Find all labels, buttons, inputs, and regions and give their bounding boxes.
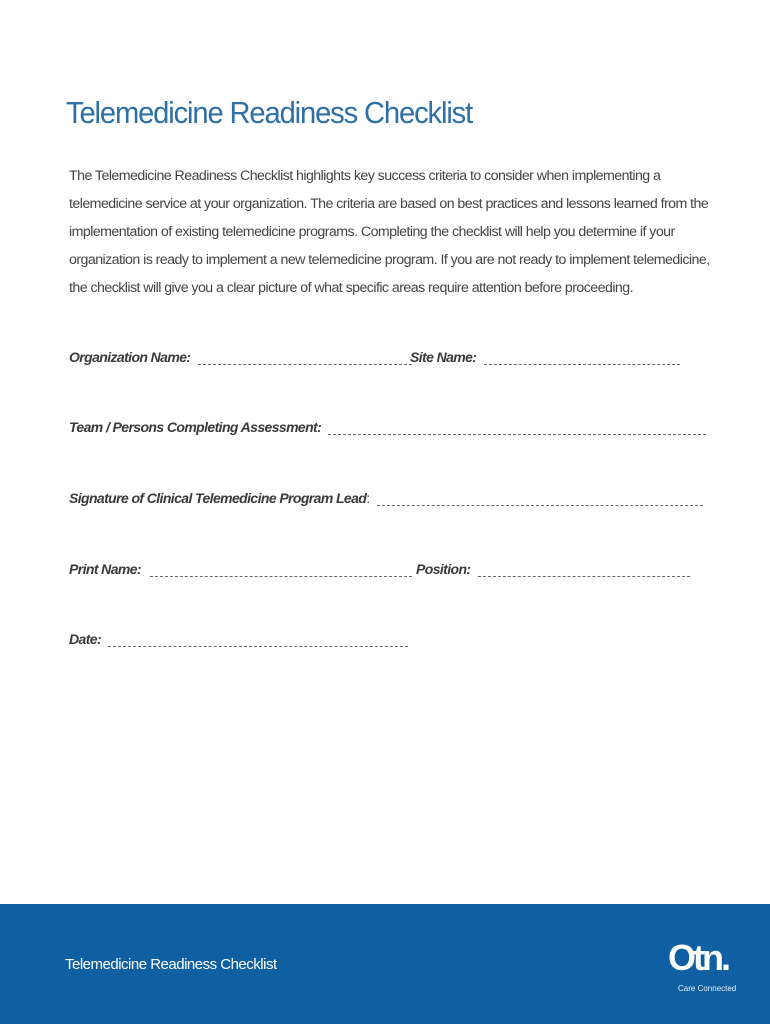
print-name-field[interactable] (150, 560, 412, 577)
otn-logo-tagline: Care Connected (678, 984, 737, 993)
date-field[interactable] (108, 630, 408, 647)
intro-paragraph (69, 162, 709, 302)
intro-line: implementation of existing telemedicine programs. Completing the checklist will help you determine if your (69, 224, 675, 240)
intro-line: the checklist will give you a clear picture of what specific areas require attention before proceeding. (69, 280, 633, 296)
position-field[interactable] (478, 560, 690, 577)
signature-row (69, 489, 703, 506)
position-label: Position: (416, 561, 471, 577)
team-field[interactable] (328, 418, 706, 435)
site-name-row (410, 348, 680, 365)
otn-logo (668, 938, 740, 994)
footer-band (0, 904, 770, 1024)
organization-name-row (69, 348, 412, 365)
signature-field[interactable] (377, 489, 703, 506)
organization-name-field[interactable] (198, 348, 412, 365)
organization-name-label: Organization Name: (69, 349, 191, 365)
intro-line: telemedicine service at your organization. The criteria are based on best practices and lessons learned from the (69, 196, 709, 212)
footer-title: Telemedicine Readiness Checklist (65, 956, 277, 973)
signature-label: Signature of Clinical Telemedicine Program Lead (69, 490, 367, 506)
print-name-row (69, 560, 412, 577)
site-name-label: Site Name: (410, 349, 477, 365)
otn-logo-mark: Otn. (668, 937, 728, 978)
page-title: Telemedicine Readiness Checklist (66, 94, 473, 130)
signature-colon: : (366, 490, 370, 506)
date-label: Date: (69, 631, 102, 647)
intro-line: The Telemedicine Readiness Checklist highlights key success criteria to consider when implementing a (69, 168, 661, 184)
position-row (416, 560, 690, 577)
print-name-label: Print Name: (69, 561, 141, 577)
site-name-field[interactable] (484, 348, 680, 365)
intro-line: organization is ready to implement a new telemedicine program. If you are not ready to implement telemedicine, (69, 252, 710, 268)
team-row (69, 418, 706, 435)
date-row (69, 630, 408, 647)
team-label: Team / Persons Completing Assessment: (69, 419, 322, 435)
